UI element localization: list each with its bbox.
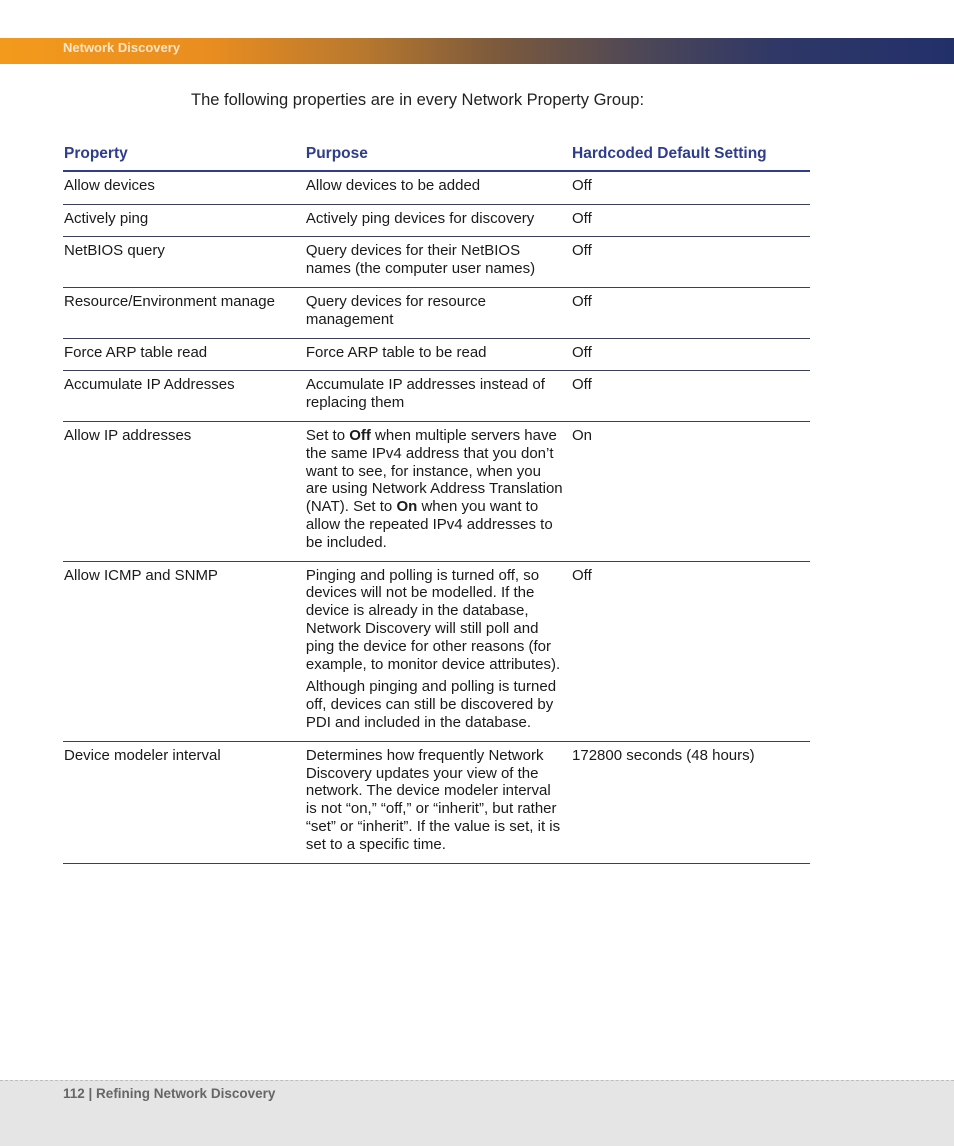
default-cell: Off — [571, 287, 810, 338]
property-cell: Allow devices — [63, 171, 305, 204]
header-band — [0, 38, 954, 64]
default-cell: Off — [571, 204, 810, 237]
property-cell: Allow IP addresses — [63, 421, 305, 561]
table-header-row — [63, 143, 810, 171]
table-row — [63, 287, 810, 338]
purpose-cell: Force ARP table to be read — [305, 338, 571, 371]
default-cell: Off — [571, 561, 810, 741]
property-cell: Accumulate IP Addresses — [63, 371, 305, 422]
table-row — [63, 237, 810, 288]
property-cell: Device modeler interval — [63, 741, 305, 863]
purpose-cell — [305, 561, 571, 741]
property-cell: Force ARP table read — [63, 338, 305, 371]
page-footer — [0, 1080, 954, 1146]
property-cell: NetBIOS query — [63, 237, 305, 288]
default-cell: On — [571, 421, 810, 561]
default-cell: 172800 seconds (48 hours) — [571, 741, 810, 863]
purpose-cell: Query devices for their NetBIOS names (the computer user names) — [305, 237, 571, 288]
purpose-paragraph: Although pinging and polling is turned off, devices can still be discovered by PDI and included in the database. — [305, 678, 557, 731]
default-cell: Off — [571, 237, 810, 288]
keyword-off: Off — [349, 426, 371, 444]
footer-page-label: 112 | Refining Network Discovery — [63, 1086, 276, 1101]
purpose-cell: Determines how frequently Network Discovery updates your view of the network. The device modeler interval is not “on,” “off,” or “inherit”, but rather “set” or “inherit”. If the value is set, it is set to a specific time. — [305, 741, 571, 863]
purpose-paragraph: Pinging and polling is turned off, so devices will not be modelled. If the device is already in the database, Network Discovery will still poll and ping the device for other reasons (for example, to monitor device attributes). — [305, 566, 561, 673]
default-cell: Off — [571, 371, 810, 422]
purpose-text: Set to — [305, 426, 350, 444]
table-row — [63, 171, 810, 204]
purpose-text: when you want to allow the repeated IPv4 addresses to be included. — [305, 498, 553, 551]
properties-table — [63, 143, 810, 864]
property-cell: Resource/Environment manage — [63, 287, 305, 338]
table-row — [63, 421, 810, 561]
default-cell: Off — [571, 171, 810, 204]
table-row — [63, 338, 810, 371]
running-header-title: Network Discovery — [63, 40, 181, 55]
table-row — [63, 204, 810, 237]
purpose-cell: Accumulate IP addresses instead of replacing them — [305, 371, 571, 422]
purpose-text: when multiple servers have the same IPv4 address that you don’t want to see, for instance, when you are using Network Address Translation (NAT). Set to — [305, 426, 563, 516]
purpose-cell — [305, 421, 571, 561]
purpose-cell: Allow devices to be added — [305, 171, 571, 204]
column-header-default: Hardcoded Default Setting — [571, 143, 810, 171]
intro-paragraph: The following properties are in every Network Property Group: — [191, 91, 645, 109]
default-cell: Off — [571, 338, 810, 371]
purpose-cell: Query devices for resource management — [305, 287, 571, 338]
property-cell: Allow ICMP and SNMP — [63, 561, 305, 741]
table-row — [63, 561, 810, 741]
property-cell: Actively ping — [63, 204, 305, 237]
purpose-cell: Actively ping devices for discovery — [305, 204, 571, 237]
keyword-on: On — [396, 498, 418, 516]
column-header-purpose: Purpose — [305, 143, 571, 171]
column-header-property: Property — [63, 143, 305, 171]
table-row — [63, 371, 810, 422]
table-row — [63, 741, 810, 863]
